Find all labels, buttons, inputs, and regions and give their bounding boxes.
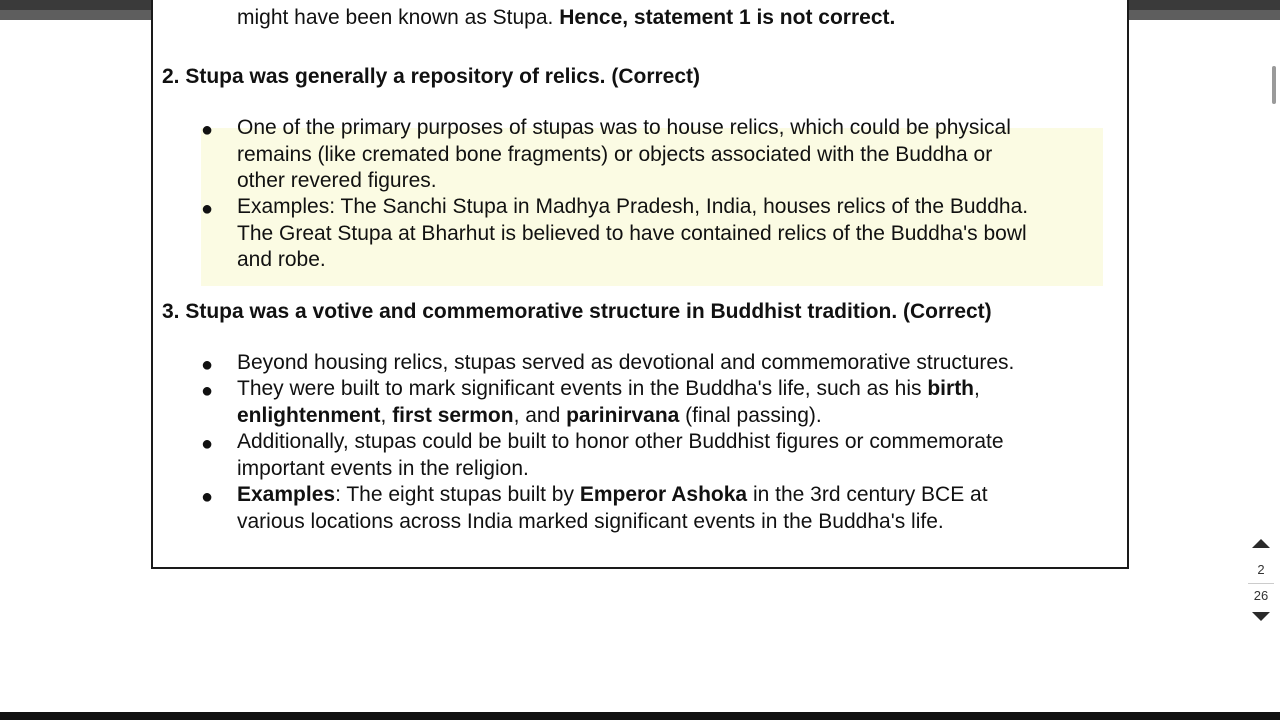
term-parinirvana: parinirvana (566, 403, 680, 427)
bullet-3-2-text-a: They were built to mark significant events in the Buddha's life, such as his (237, 377, 928, 400)
bullet-3-3-line-1: Additionally, stupas could be built to honor other Buddhist figures or commemorate (237, 430, 1004, 453)
page-number-divider (1248, 583, 1274, 584)
bullet-2-1 (237, 115, 1011, 195)
current-page-number: 2 (1257, 562, 1265, 577)
bullet-3-4-line-1 (237, 482, 988, 509)
bullet-2-2-marker: ● (201, 198, 214, 220)
page-navigator (1245, 535, 1277, 625)
cut-line-bold: Hence, statement 1 is not correct. (559, 6, 896, 29)
bullet-3-2-text-b: , (974, 377, 980, 400)
bullet-3-2-text-c: (final passing). (679, 403, 822, 427)
previous-page-arrow-icon[interactable] (1252, 539, 1270, 548)
bullet-2-1-line-3: other revered figures. (237, 169, 437, 192)
bullet-3-2-sep-2: , and (513, 403, 567, 427)
bullet-3-3-marker: ● (201, 433, 214, 455)
section3-heading: 3. Stupa was a votive and commemorative structure in Buddhist tradition. (Correct) (162, 300, 992, 323)
bullet-3-3 (237, 429, 1004, 482)
bullet-3-2 (237, 376, 980, 429)
cut-line-text: might have been known as Stupa. (237, 6, 560, 29)
section2-heading: 2. Stupa was generally a repository of relics. (Correct) (162, 65, 701, 88)
bullet-3-2-marker: ● (201, 380, 214, 402)
viewer-bottom-bar (0, 712, 1280, 720)
bullet-3-4-marker: ● (201, 486, 214, 508)
scrollbar-thumb[interactable] (1272, 66, 1276, 104)
cut-off-line (237, 6, 895, 30)
term-first-sermon: first sermon (392, 403, 514, 427)
bullet-3-3-line-2: important events in the religion. (237, 456, 529, 480)
term-birth: birth (927, 377, 975, 400)
bullet-3-4-line-2: various locations across India marked significant events in the Buddha's life. (237, 509, 944, 533)
bullet-2-2-line-3: and robe. (237, 248, 326, 271)
next-page-arrow-icon[interactable] (1252, 612, 1270, 621)
bullet-3-4 (237, 482, 988, 535)
term-examples: Examples (237, 483, 336, 506)
bullet-3-4-text-a: : The eight stupas built by (335, 483, 580, 506)
bullet-3-2-sep-1: , (380, 403, 393, 427)
bullet-2-2-line-2: The Great Stupa at Bharhut is believed to have contained relics of the Buddha's bowl (237, 221, 1027, 245)
term-enlightenment: enlightenment (237, 403, 381, 427)
bullet-3-4-text-b: in the 3rd century BCE at (747, 483, 988, 506)
bullet-2-1-line-2: remains (like cremated bone fragments) or objects associated with the Buddha or (237, 142, 993, 166)
bullet-2-1-line-1: One of the primary purposes of stupas was to house relics, which could be physical (237, 116, 1011, 139)
bullet-2-1-marker: ● (201, 119, 214, 141)
bullet-2-2 (237, 194, 1028, 274)
bullet-3-1-line-1: Beyond housing relics, stupas served as devotional and commemorative structures. (237, 351, 1015, 374)
bullet-3-1-marker: ● (201, 354, 214, 376)
bullet-3-2-line-1 (237, 376, 980, 403)
bullet-3-2-line-2 (237, 403, 980, 430)
term-emperor-ashoka: Emperor Ashoka (579, 483, 748, 506)
bullet-3-1 (237, 350, 1014, 377)
bullet-2-2-line-1: Examples: The Sanchi Stupa in Madhya Pradesh, India, houses relics of the Buddha. (237, 195, 1029, 218)
total-page-count: 26 (1253, 588, 1269, 603)
